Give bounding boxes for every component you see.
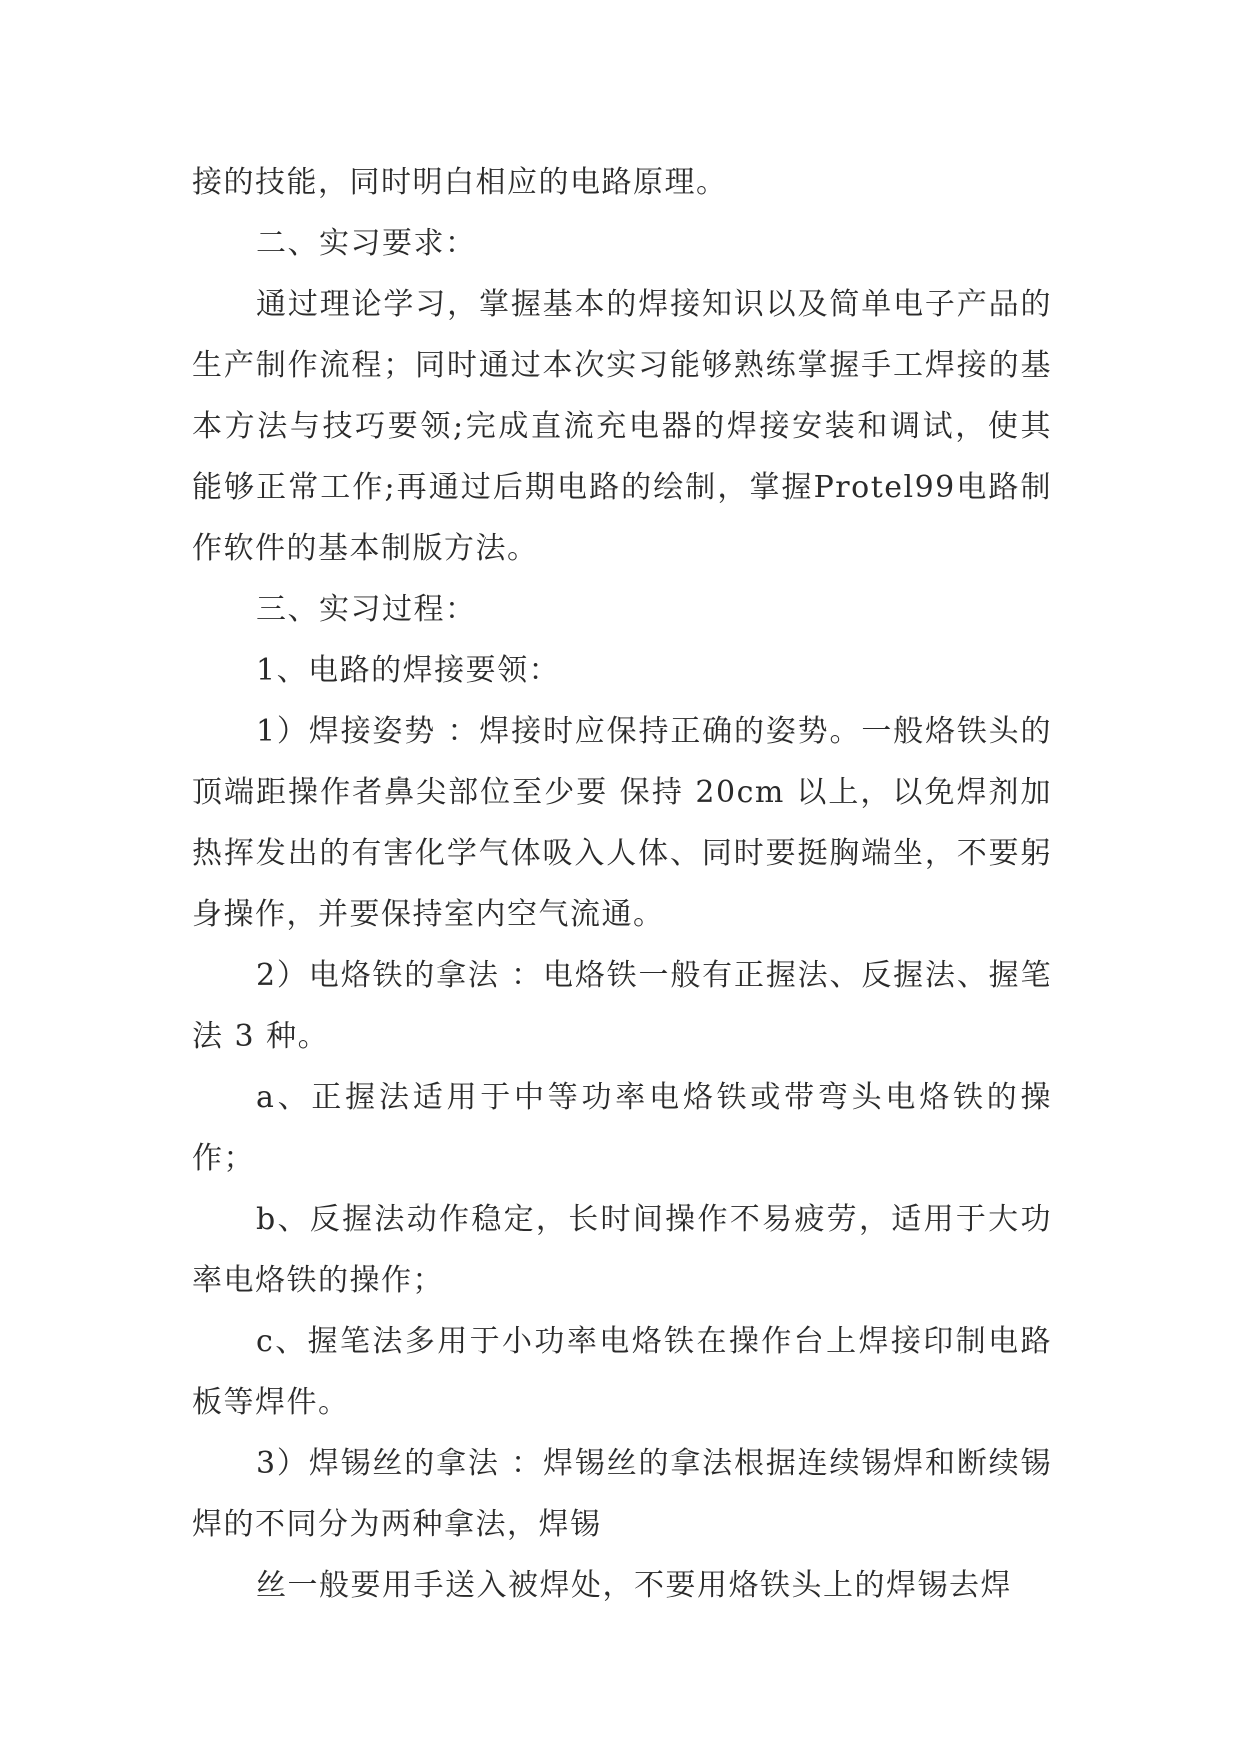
document-body [192,152,1052,1616]
paragraph: 丝一般要用手送入被焊处，不要用烙铁头上的焊锡去焊 [256,1568,1012,1603]
section-heading-requirements: 二、实习要求： [256,226,477,261]
list-item: b、反握法动作稳定，长时间操作不易疲劳，适用于大功率电烙铁的操作； [192,1202,1052,1298]
paragraph: 通过理论学习，掌握基本的焊接知识以及简单电子产品的生产制作流程；同时通过本次实习能够熟练掌握手工焊接的基本方法与技巧要领;完成直流充电器的焊接安装和调试，使其能够正常工作;再通过后期电路的绘制，掌握Protel99电路制作软件的基本制版方法。 [192,287,1052,566]
paragraph: 3）焊锡丝的拿法 ：焊锡丝的拿法根据连续锡焊和断续锡焊的不同分为两种拿法，焊锡 [192,1446,1052,1542]
subsection-heading: 1、电路的焊接要领： [256,653,561,688]
paragraph: 接的技能，同时明白相应的电路原理。 [192,165,728,200]
paragraph: 1）焊接姿势 ：焊接时应保持正确的姿势。一般烙铁头的顶端距操作者鼻尖部位至少要 保持 20cm 以上，以免焊剂加热挥发出的有害化学气体吸入人体、同时要挺胸端坐，不要躬身操作，并要保持室内空气流通。 [192,714,1052,932]
section-heading-process: 三、实习过程： [256,592,477,627]
list-item: a、正握法适用于中等功率电烙铁或带弯头电烙铁的操作； [192,1080,1052,1176]
list-item: c、握笔法多用于小功率电烙铁在操作台上焊接印制电路板等焊件。 [192,1324,1052,1420]
paragraph: 2）电烙铁的拿法 ：电烙铁一般有正握法、反握法、握笔法 3 种。 [192,958,1052,1054]
